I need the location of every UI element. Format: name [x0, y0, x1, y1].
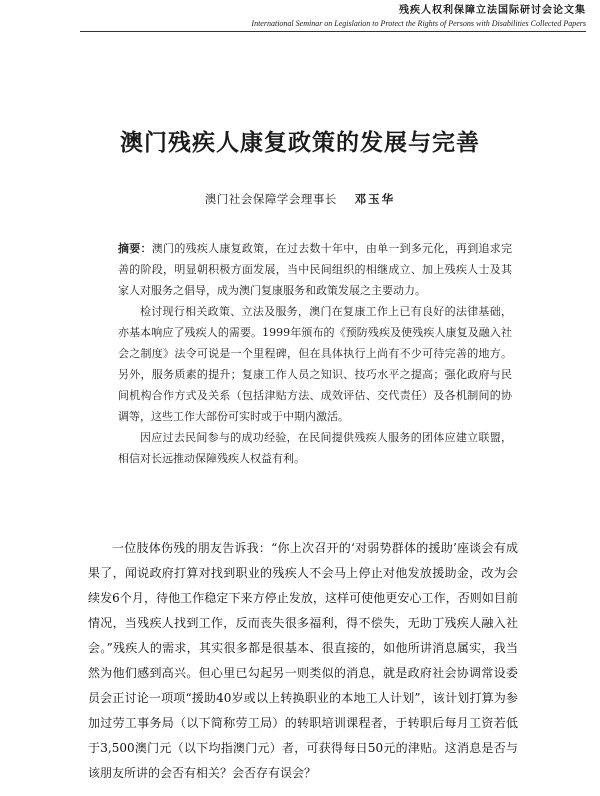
abstract — [118, 238, 512, 469]
abstract-paragraph: 检讨现行相关政策、立法及服务，澳门在复康工作上已有良好的法律基础，亦基本响应了残疾人的需要。1999年颁布的《预防残疾及使残疾人康复及融入社会之制度》法令可说是一个里程碑，但在具体执行上尚有不少可待完善的地方。另外，服务质素的提升；复康工作人员之知识、技巧水平之提高；强化政府与民间机构合作方式及关系（包括津贴方法、成效评估、交代责任）及各机制间的协调等，这些工作大部份可实时或于中期内激活。 — [118, 305, 512, 423]
running-header-english: International Seminar on Legislation to Protect the Rights of Persons with Disabilities Collected Papers — [251, 19, 586, 28]
abstract-paragraph — [118, 238, 512, 301]
running-header-chinese: 残疾人权利保障立法国际研讨会论文集 — [399, 5, 586, 16]
body-paragraph: 一位肢体伤残的朋友告诉我：“你上次召开的‘对弱势群体的援助’座谈会有成果了，闻说政府打算对找到职业的残疾人不会马上停止对他发放援助金，改为会续发6个月，待他工作稳定下来方停止发放，这样可使他更安心工作，否则如目前情况，当残疾人找到工作，反而丧失很多福利，得不偿失，无助丁残疾人融入社会。”残疾人的需求，其实很多都是很基本、很直接的，如他所讲消息属实，我当然为他们感到高兴。但心里已勾起另一则类似的消息，就是政府社会协调常设委员会正讨论一项项“援助40岁或以上转换职业的本地工人计划”，该计划打算为参加过劳工事务局（以下简称劳工局）的转职培训课程者，于转职后每月工资若低于3,500澳门元（以下均指澳门元）者，可获得每日50元的津贴。这消息是否与该朋友所讲的会否有相关？会否存有误会？ — [88, 541, 518, 780]
author-organization: 澳门社会保障学会理事长 — [204, 192, 337, 206]
author-name: 邓玉华 — [354, 192, 396, 206]
running-header — [86, 4, 586, 29]
body-text — [88, 536, 518, 786]
byline — [0, 191, 600, 207]
abstract-label: 摘要： — [118, 242, 152, 255]
article-title: 澳门残疾人康复政策的发展与完善 — [120, 129, 480, 156]
abstract-paragraph: 因应过去民间参与的成功经验，在民间提供残疾人服务的团体应建立联盟，相信对长远推动保障残疾人权益有利。 — [118, 431, 512, 465]
header-divider — [80, 31, 586, 32]
abstract-text: 澳门的残疾人康复政策，在过去数十年中，由单一到多元化，再到追求完善的阶段，明显朝积极方面发展，当中民间组织的相继成立、加上残疾人士及其家人对服务之倡导，成为澳门复康服务和政策发展之主要动力。 — [118, 242, 513, 297]
